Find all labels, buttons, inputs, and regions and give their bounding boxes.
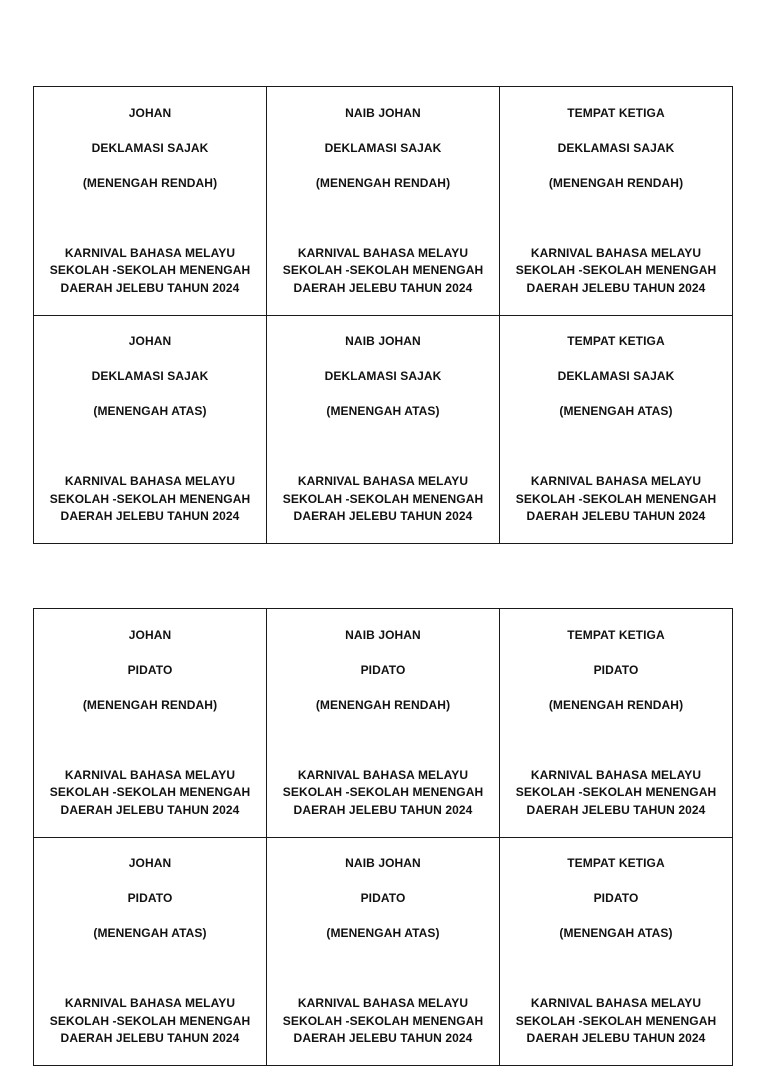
event-footer: KARNIVAL BAHASA MELAYU SEKOLAH -SEKOLAH MENENGAH DAERAH JELEBU TAHUN 2024 [515, 474, 717, 523]
label-cell [500, 87, 733, 316]
category-name: (MENENGAH RENDAH) [548, 175, 684, 190]
category-name: (MENENGAH ATAS) [93, 926, 207, 940]
event-footer: KARNIVAL BAHASA MELAYU SEKOLAH -SEKOLAH MENENGAH DAERAH JELEBU TAHUN 2024 [282, 767, 484, 817]
table-row-menengah-rendah [34, 87, 733, 316]
award-title: TEMPAT KETIGA [567, 627, 665, 642]
event-name: DEKLAMASI SAJAK [324, 369, 442, 383]
label-cell [267, 87, 500, 316]
event-name: DEKLAMASI SAJAK [324, 140, 442, 155]
event-name: PIDATO [360, 662, 406, 677]
label-cell [34, 609, 267, 838]
award-title: TEMPAT KETIGA [567, 334, 665, 348]
award-title: TEMPAT KETIGA [567, 105, 665, 120]
award-title: JOHAN [128, 334, 172, 348]
award-title: NAIB JOHAN [345, 856, 421, 870]
category-name: (MENENGAH RENDAH) [82, 175, 218, 190]
award-title: TEMPAT KETIGA [567, 856, 665, 870]
category-name: (MENENGAH ATAS) [559, 404, 673, 418]
award-title: JOHAN [128, 627, 172, 642]
award-title: NAIB JOHAN [345, 334, 421, 348]
category-name: (MENENGAH ATAS) [326, 404, 440, 418]
event-name: DEKLAMASI SAJAK [91, 140, 209, 155]
table-row-menengah-atas [34, 837, 733, 1066]
label-cell [267, 315, 500, 544]
label-cell [500, 609, 733, 838]
event-footer: KARNIVAL BAHASA MELAYU SEKOLAH -SEKOLAH MENENGAH DAERAH JELEBU TAHUN 2024 [282, 474, 484, 523]
award-title: JOHAN [128, 105, 172, 120]
event-name: PIDATO [593, 662, 639, 677]
event-name: DEKLAMASI SAJAK [557, 369, 675, 383]
award-title: NAIB JOHAN [345, 105, 421, 120]
event-name: PIDATO [127, 891, 173, 905]
category-name: (MENENGAH RENDAH) [548, 697, 684, 712]
event-footer: KARNIVAL BAHASA MELAYU SEKOLAH -SEKOLAH MENENGAH DAERAH JELEBU TAHUN 2024 [515, 767, 717, 817]
event-name: PIDATO [360, 891, 406, 905]
award-title: NAIB JOHAN [345, 627, 421, 642]
label-cell [34, 87, 267, 316]
event-name: PIDATO [127, 662, 173, 677]
event-footer: KARNIVAL BAHASA MELAYU SEKOLAH -SEKOLAH MENENGAH DAERAH JELEBU TAHUN 2024 [49, 996, 251, 1045]
label-cell [500, 837, 733, 1066]
certificate-label-table-deklamasi-sajak [33, 86, 733, 544]
event-footer: KARNIVAL BAHASA MELAYU SEKOLAH -SEKOLAH MENENGAH DAERAH JELEBU TAHUN 2024 [515, 996, 717, 1045]
category-name: (MENENGAH ATAS) [93, 404, 207, 418]
event-name: PIDATO [593, 891, 639, 905]
event-name: DEKLAMASI SAJAK [91, 369, 209, 383]
label-cell [267, 837, 500, 1066]
award-title: JOHAN [128, 856, 172, 870]
event-footer: KARNIVAL BAHASA MELAYU SEKOLAH -SEKOLAH MENENGAH DAERAH JELEBU TAHUN 2024 [282, 996, 484, 1045]
event-footer: KARNIVAL BAHASA MELAYU SEKOLAH -SEKOLAH MENENGAH DAERAH JELEBU TAHUN 2024 [282, 245, 484, 295]
category-name: (MENENGAH RENDAH) [82, 697, 218, 712]
label-cell [267, 609, 500, 838]
label-cell [34, 315, 267, 544]
event-name: DEKLAMASI SAJAK [557, 140, 675, 155]
event-footer: KARNIVAL BAHASA MELAYU SEKOLAH -SEKOLAH MENENGAH DAERAH JELEBU TAHUN 2024 [49, 245, 251, 295]
category-name: (MENENGAH ATAS) [326, 926, 440, 940]
category-name: (MENENGAH ATAS) [559, 926, 673, 940]
event-footer: KARNIVAL BAHASA MELAYU SEKOLAH -SEKOLAH MENENGAH DAERAH JELEBU TAHUN 2024 [49, 767, 251, 817]
category-name: (MENENGAH RENDAH) [315, 175, 451, 190]
category-name: (MENENGAH RENDAH) [315, 697, 451, 712]
label-cell [500, 315, 733, 544]
event-footer: KARNIVAL BAHASA MELAYU SEKOLAH -SEKOLAH MENENGAH DAERAH JELEBU TAHUN 2024 [49, 474, 251, 523]
label-cell [34, 837, 267, 1066]
table-row-menengah-rendah [34, 609, 733, 838]
event-footer: KARNIVAL BAHASA MELAYU SEKOLAH -SEKOLAH MENENGAH DAERAH JELEBU TAHUN 2024 [515, 245, 717, 295]
table-row-menengah-atas [34, 315, 733, 544]
certificate-label-table-pidato [33, 608, 733, 1066]
